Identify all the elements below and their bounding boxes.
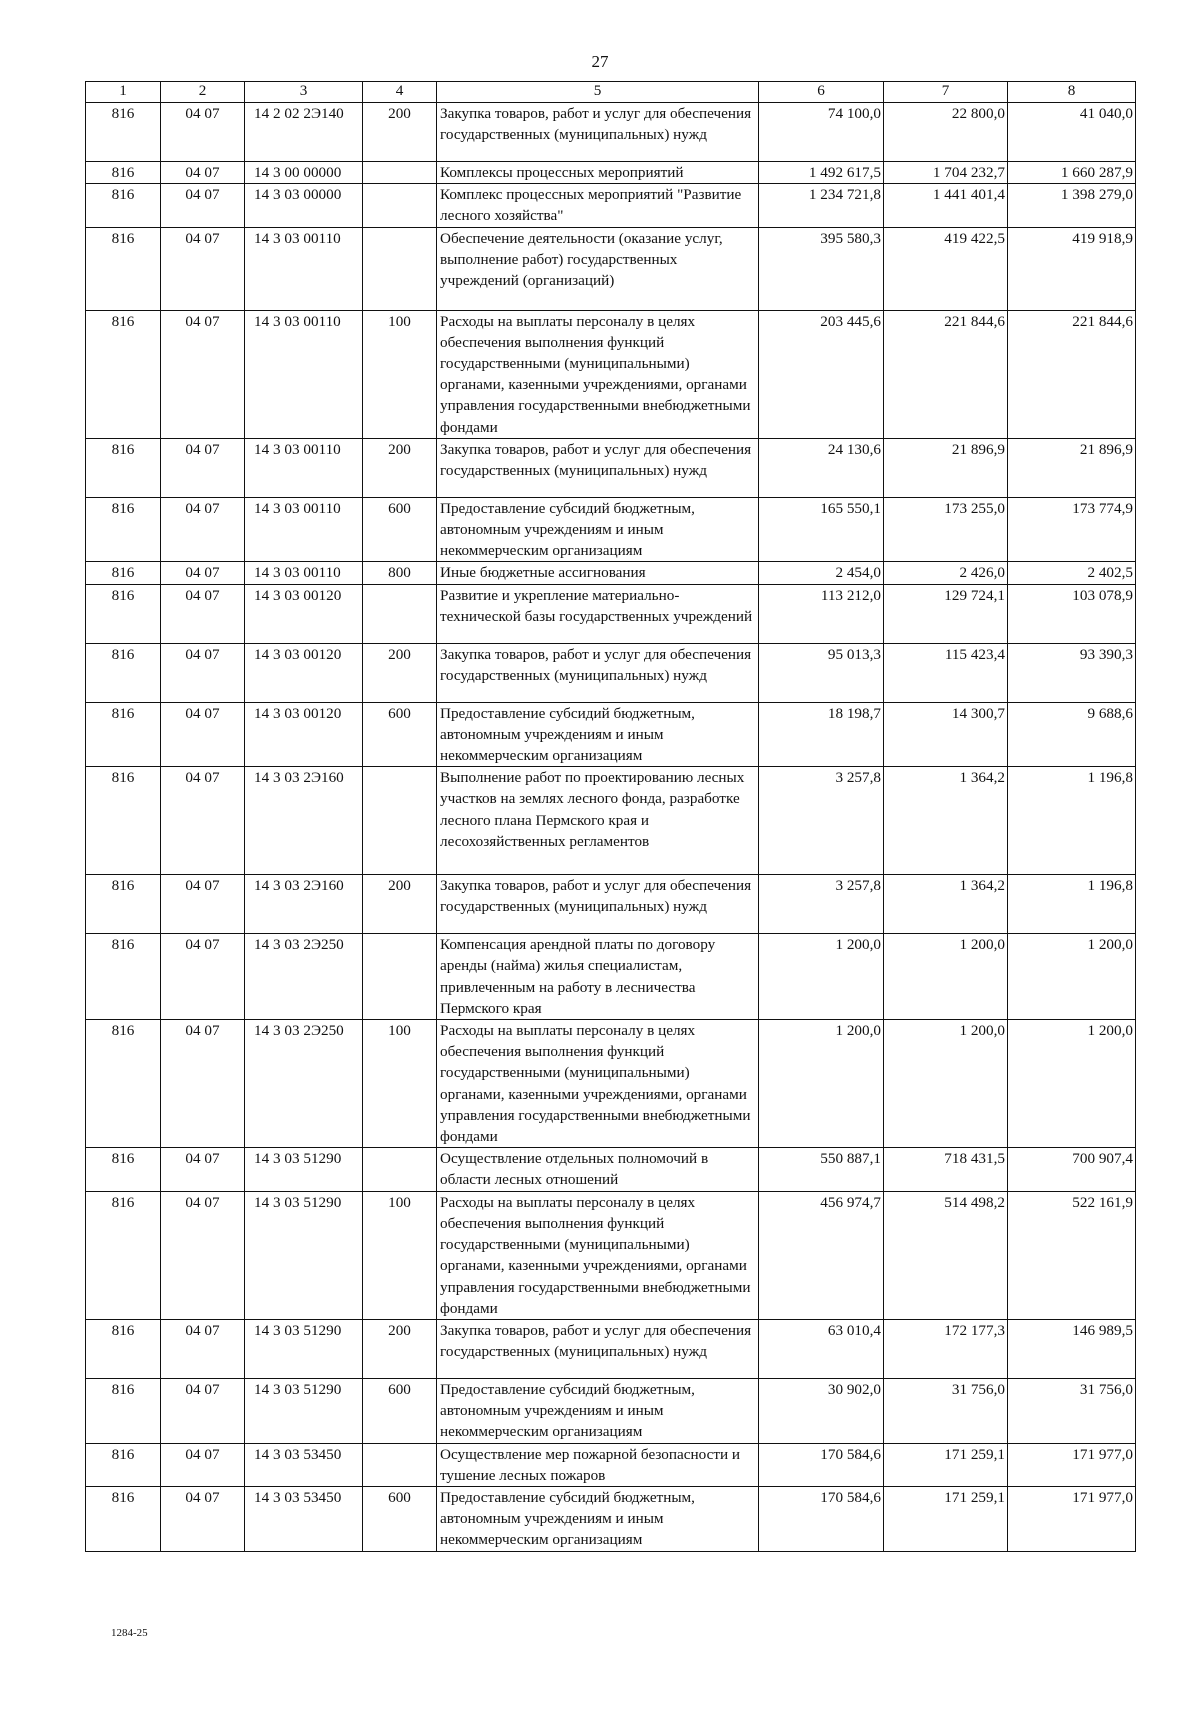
amount-cell-col7: 1 704 232,7 [884,162,1008,184]
table-row [86,1020,1136,1148]
amount-cell-col8: 221 844,6 [1008,310,1136,438]
amount-cell-col8: 1 196,8 [1008,875,1136,934]
target-article-cell: 14 3 03 51290 [245,1148,363,1191]
section-code-cell: 04 07 [161,562,245,584]
amount-cell-col8: 1 200,0 [1008,934,1136,1020]
table-row [86,227,1136,310]
item-name-cell: Осуществление отдельных полномочий в области лесных отношений [437,1148,759,1191]
admin-code-cell: 816 [86,584,161,643]
table-row [86,584,1136,643]
expense-kind-cell: 200 [363,875,437,934]
item-name-cell: Предоставление субсидий бюджетным, автономным учреждениям и иным некоммерческим организациям [437,497,759,562]
admin-code-cell: 816 [86,875,161,934]
table-row [86,162,1136,184]
amount-cell-col8: 171 977,0 [1008,1486,1136,1551]
amount-cell-col8: 1 196,8 [1008,767,1136,875]
amount-cell-col7: 31 756,0 [884,1378,1008,1443]
amount-cell-col7: 1 200,0 [884,1020,1008,1148]
expense-kind-cell: 600 [363,1486,437,1551]
target-article-cell: 14 3 03 51290 [245,1378,363,1443]
expense-kind-cell [363,767,437,875]
amount-cell-col8: 2 402,5 [1008,562,1136,584]
target-article-cell: 14 2 02 2Э140 [245,103,363,162]
admin-code-cell: 816 [86,1486,161,1551]
amount-cell-col8: 9 688,6 [1008,702,1136,767]
admin-code-cell: 816 [86,103,161,162]
item-name-cell: Иные бюджетные ассигнования [437,562,759,584]
amount-cell-col6: 24 130,6 [759,438,884,497]
item-name-cell: Закупка товаров, работ и услуг для обеспечения государственных (муниципальных) нужд [437,438,759,497]
expense-kind-cell [363,184,437,227]
amount-cell-col7: 1 441 401,4 [884,184,1008,227]
table-row [86,767,1136,875]
section-code-cell: 04 07 [161,767,245,875]
amount-cell-col7: 14 300,7 [884,702,1008,767]
expense-kind-cell: 200 [363,1319,437,1378]
amount-cell-col7: 171 259,1 [884,1443,1008,1486]
table-row [86,1378,1136,1443]
expense-kind-cell: 600 [363,1378,437,1443]
amount-cell-col7: 419 422,5 [884,227,1008,310]
item-name-cell: Предоставление субсидий бюджетным, автономным учреждениям и иным некоммерческим организациям [437,1486,759,1551]
amount-cell-col8: 103 078,9 [1008,584,1136,643]
column-number: 1 [86,82,161,103]
amount-cell-col8: 31 756,0 [1008,1378,1136,1443]
amount-cell-col8: 419 918,9 [1008,227,1136,310]
admin-code-cell: 816 [86,438,161,497]
table-row [86,497,1136,562]
amount-cell-col6: 30 902,0 [759,1378,884,1443]
section-code-cell: 04 07 [161,1486,245,1551]
column-number: 8 [1008,82,1136,103]
target-article-cell: 14 3 03 53450 [245,1443,363,1486]
column-number: 6 [759,82,884,103]
admin-code-cell: 816 [86,497,161,562]
admin-code-cell: 816 [86,934,161,1020]
target-article-cell: 14 3 03 00000 [245,184,363,227]
amount-cell-col6: 3 257,8 [759,875,884,934]
section-code-cell: 04 07 [161,934,245,1020]
amount-cell-col8: 1 200,0 [1008,1020,1136,1148]
amount-cell-col8: 700 907,4 [1008,1148,1136,1191]
table-row [86,1319,1136,1378]
expense-kind-cell [363,227,437,310]
amount-cell-col8: 146 989,5 [1008,1319,1136,1378]
admin-code-cell: 816 [86,1378,161,1443]
expense-kind-cell [363,584,437,643]
item-name-cell: Обеспечение деятельности (оказание услуг, выполнение работ) государственных учреждений (организаций) [437,227,759,310]
item-name-cell: Закупка товаров, работ и услуг для обеспечения государственных (муниципальных) нужд [437,1319,759,1378]
amount-cell-col7: 221 844,6 [884,310,1008,438]
target-article-cell: 14 3 03 51290 [245,1319,363,1378]
section-code-cell: 04 07 [161,1020,245,1148]
section-code-cell: 04 07 [161,162,245,184]
amount-cell-col8: 21 896,9 [1008,438,1136,497]
section-code-cell: 04 07 [161,875,245,934]
admin-code-cell: 816 [86,643,161,702]
admin-code-cell: 816 [86,310,161,438]
section-code-cell: 04 07 [161,1378,245,1443]
admin-code-cell: 816 [86,1020,161,1148]
section-code-cell: 04 07 [161,103,245,162]
amount-cell-col6: 95 013,3 [759,643,884,702]
target-article-cell: 14 3 03 00120 [245,584,363,643]
amount-cell-col8: 1 660 287,9 [1008,162,1136,184]
amount-cell-col6: 456 974,7 [759,1191,884,1319]
section-code-cell: 04 07 [161,184,245,227]
expense-kind-cell [363,162,437,184]
target-article-cell: 14 3 03 00120 [245,702,363,767]
amount-cell-col7: 21 896,9 [884,438,1008,497]
amount-cell-col7: 514 498,2 [884,1191,1008,1319]
admin-code-cell: 816 [86,1319,161,1378]
table-body [86,82,1136,1552]
expense-kind-cell: 100 [363,310,437,438]
column-number: 3 [245,82,363,103]
amount-cell-col7: 1 200,0 [884,934,1008,1020]
amount-cell-col6: 63 010,4 [759,1319,884,1378]
table-row [86,184,1136,227]
target-article-cell: 14 3 03 51290 [245,1191,363,1319]
amount-cell-col8: 171 977,0 [1008,1443,1136,1486]
item-name-cell: Предоставление субсидий бюджетным, автономным учреждениям и иным некоммерческим организациям [437,702,759,767]
table-row [86,1191,1136,1319]
item-name-cell: Компенсация арендной платы по договору аренды (найма) жилья специалистам, привлеченным на работу в лесничества Пермского края [437,934,759,1020]
amount-cell-col6: 3 257,8 [759,767,884,875]
amount-cell-col8: 522 161,9 [1008,1191,1136,1319]
section-code-cell: 04 07 [161,497,245,562]
target-article-cell: 14 3 03 00110 [245,497,363,562]
admin-code-cell: 816 [86,162,161,184]
amount-cell-col6: 550 887,1 [759,1148,884,1191]
item-name-cell: Предоставление субсидий бюджетным, автономным учреждениям и иным некоммерческим организациям [437,1378,759,1443]
section-code-cell: 04 07 [161,1319,245,1378]
table-row [86,438,1136,497]
amount-cell-col7: 2 426,0 [884,562,1008,584]
admin-code-cell: 816 [86,702,161,767]
amount-cell-col7: 115 423,4 [884,643,1008,702]
section-code-cell: 04 07 [161,227,245,310]
section-code-cell: 04 07 [161,1443,245,1486]
amount-cell-col6: 1 200,0 [759,1020,884,1148]
admin-code-cell: 816 [86,184,161,227]
column-number-row [86,82,1136,103]
item-name-cell: Комплекс процессных мероприятий "Развитие лесного хозяйства" [437,184,759,227]
amount-cell-col6: 2 454,0 [759,562,884,584]
target-article-cell: 14 3 03 2Э250 [245,1020,363,1148]
expense-kind-cell: 600 [363,702,437,767]
amount-cell-col6: 74 100,0 [759,103,884,162]
expense-kind-cell [363,1148,437,1191]
amount-cell-col7: 1 364,2 [884,767,1008,875]
table-row [86,310,1136,438]
amount-cell-col7: 718 431,5 [884,1148,1008,1191]
target-article-cell: 14 3 03 2Э160 [245,767,363,875]
section-code-cell: 04 07 [161,438,245,497]
amount-cell-col7: 129 724,1 [884,584,1008,643]
amount-cell-col6: 1 234 721,8 [759,184,884,227]
item-name-cell: Расходы на выплаты персоналу в целях обеспечения выполнения функций государственными (муниципальными) органами, казенными учреждениями, органами управления государственными внебюджетными фондами [437,1191,759,1319]
table-row [86,103,1136,162]
expense-kind-cell: 200 [363,643,437,702]
column-number: 2 [161,82,245,103]
amount-cell-col6: 18 198,7 [759,702,884,767]
amount-cell-col6: 203 445,6 [759,310,884,438]
amount-cell-col8: 41 040,0 [1008,103,1136,162]
table-row [86,934,1136,1020]
section-code-cell: 04 07 [161,310,245,438]
amount-cell-col6: 395 580,3 [759,227,884,310]
amount-cell-col6: 113 212,0 [759,584,884,643]
admin-code-cell: 816 [86,1443,161,1486]
table-row [86,1443,1136,1486]
admin-code-cell: 816 [86,767,161,875]
item-name-cell: Расходы на выплаты персоналу в целях обеспечения выполнения функций государственными (муниципальными) органами, казенными учреждениями, органами управления государственными внебюджетными фондами [437,310,759,438]
item-name-cell: Комплексы процессных мероприятий [437,162,759,184]
expense-kind-cell: 100 [363,1020,437,1148]
admin-code-cell: 816 [86,1191,161,1319]
document-code: 1284-25 [111,1627,148,1639]
target-article-cell: 14 3 03 00120 [245,643,363,702]
target-article-cell: 14 3 03 53450 [245,1486,363,1551]
table-row [86,562,1136,584]
expense-kind-cell [363,1443,437,1486]
item-name-cell: Осуществление мер пожарной безопасности и тушение лесных пожаров [437,1443,759,1486]
admin-code-cell: 816 [86,227,161,310]
amount-cell-col7: 1 364,2 [884,875,1008,934]
amount-cell-col7: 173 255,0 [884,497,1008,562]
amount-cell-col6: 170 584,6 [759,1443,884,1486]
amount-cell-col6: 170 584,6 [759,1486,884,1551]
page-number: 27 [591,52,609,71]
target-article-cell: 14 3 03 00110 [245,310,363,438]
target-article-cell: 14 3 03 00110 [245,438,363,497]
item-name-cell: Выполнение работ по проектированию лесных участков на землях лесного фонда, разработке лесного плана Пермского края и лесохозяйственных регламентов [437,767,759,875]
admin-code-cell: 816 [86,562,161,584]
section-code-cell: 04 07 [161,702,245,767]
expense-kind-cell: 600 [363,497,437,562]
target-article-cell: 14 3 03 2Э250 [245,934,363,1020]
target-article-cell: 14 3 03 2Э160 [245,875,363,934]
table-row [86,875,1136,934]
amount-cell-col6: 1 492 617,5 [759,162,884,184]
amount-cell-col8: 1 398 279,0 [1008,184,1136,227]
item-name-cell: Развитие и укрепление материально-технической базы государственных учреждений [437,584,759,643]
amount-cell-col7: 22 800,0 [884,103,1008,162]
item-name-cell: Закупка товаров, работ и услуг для обеспечения государственных (муниципальных) нужд [437,103,759,162]
amount-cell-col6: 1 200,0 [759,934,884,1020]
section-code-cell: 04 07 [161,584,245,643]
section-code-cell: 04 07 [161,1191,245,1319]
section-code-cell: 04 07 [161,643,245,702]
table-row [86,702,1136,767]
expense-kind-cell: 200 [363,103,437,162]
expense-kind-cell [363,934,437,1020]
item-name-cell: Закупка товаров, работ и услуг для обеспечения государственных (муниципальных) нужд [437,643,759,702]
target-article-cell: 14 3 00 00000 [245,162,363,184]
amount-cell-col7: 171 259,1 [884,1486,1008,1551]
budget-table [85,81,1136,1552]
item-name-cell: Расходы на выплаты персоналу в целях обеспечения выполнения функций государственными (муниципальными) органами, казенными учреждениями, органами управления государственными внебюджетными фондами [437,1020,759,1148]
amount-cell-col7: 172 177,3 [884,1319,1008,1378]
column-number: 7 [884,82,1008,103]
table-row [86,1486,1136,1551]
expense-kind-cell: 100 [363,1191,437,1319]
expense-kind-cell: 200 [363,438,437,497]
admin-code-cell: 816 [86,1148,161,1191]
expense-kind-cell: 800 [363,562,437,584]
section-code-cell: 04 07 [161,1148,245,1191]
item-name-cell: Закупка товаров, работ и услуг для обеспечения государственных (муниципальных) нужд [437,875,759,934]
target-article-cell: 14 3 03 00110 [245,562,363,584]
amount-cell-col6: 165 550,1 [759,497,884,562]
column-number: 5 [437,82,759,103]
table-row [86,643,1136,702]
column-number: 4 [363,82,437,103]
table-row [86,1148,1136,1191]
target-article-cell: 14 3 03 00110 [245,227,363,310]
amount-cell-col8: 173 774,9 [1008,497,1136,562]
amount-cell-col8: 93 390,3 [1008,643,1136,702]
